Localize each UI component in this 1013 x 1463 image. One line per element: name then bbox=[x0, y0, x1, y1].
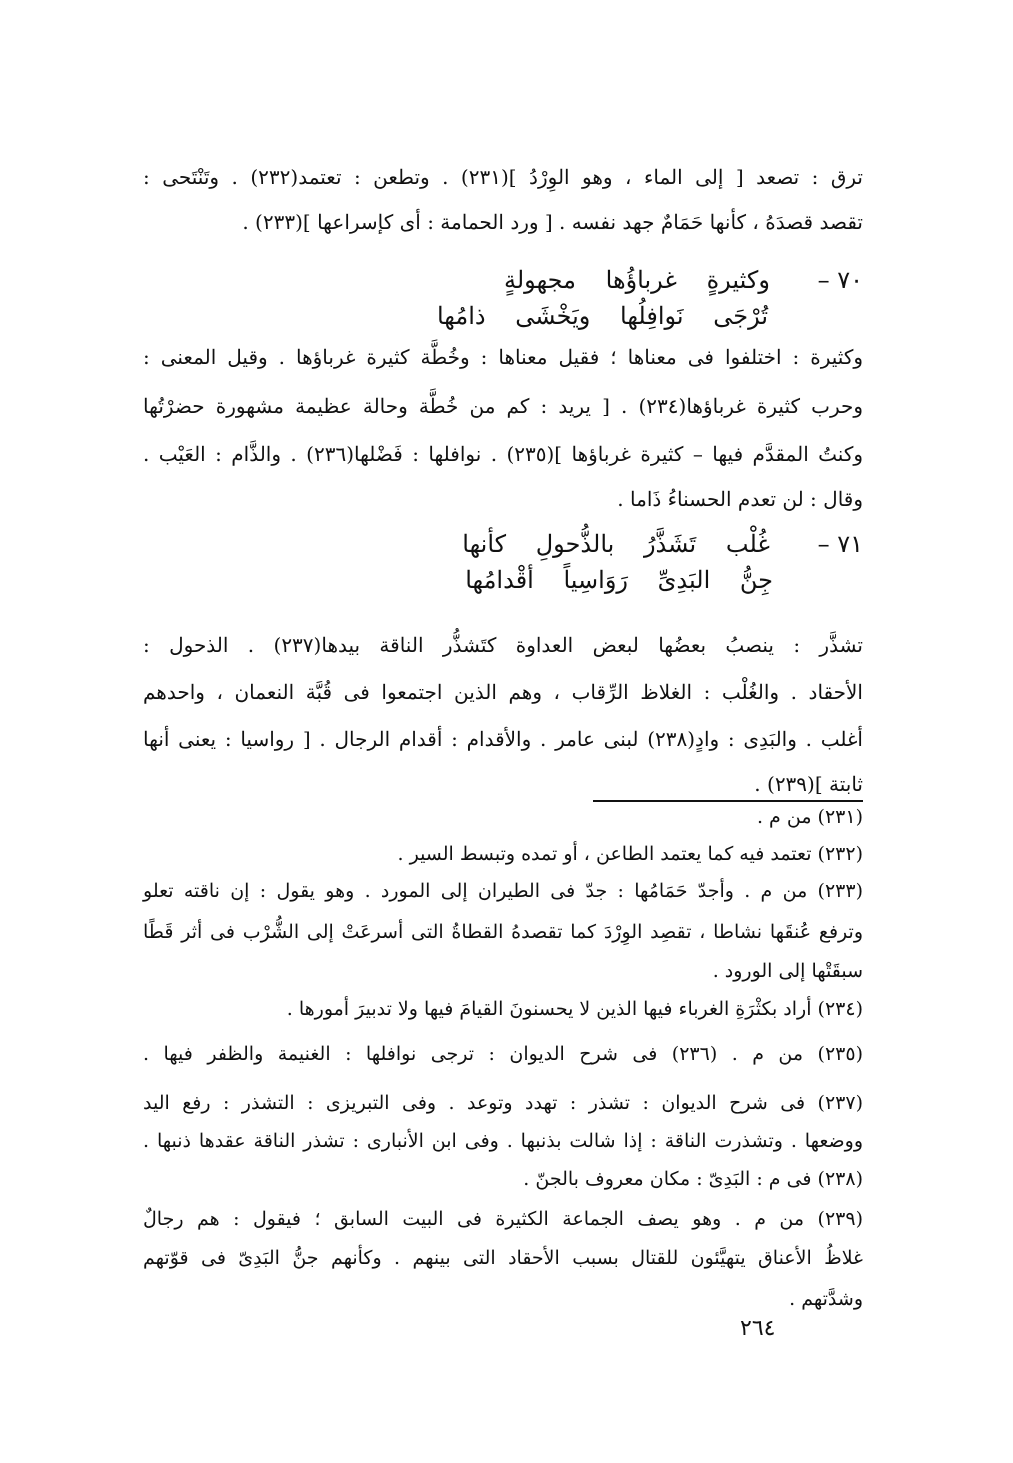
footnote-233-line: وترفع عُنقَها نشاطا ، تقصِد الوِرْدَ كما تقصدهُ القطاةُ التى أسرعَتْ إلى الشُّرْب فى أثر قَطًا bbox=[143, 921, 863, 943]
commentary-line: تقصد قصدَهُ ، كأنها حَمَامٌ جهد نفسه . [ ورد الحمامة : أى كإسراعها ](٢٣٣) . bbox=[242, 210, 863, 234]
commentary-line: وكثيرة : اختلفوا فى معناها ؛ فقيل معناها : وخُطَّة كثيرة غرباؤها . وقيل المعنى : bbox=[143, 345, 863, 369]
verse-word: أقْدامُها bbox=[465, 566, 534, 594]
commentary-line: ثابتة ](٢٣٩) . bbox=[754, 772, 863, 796]
footnote-233-line: سبقَتْها إلى الورود . bbox=[712, 960, 863, 982]
verse-word: تُرْجَى bbox=[713, 302, 768, 330]
verse-word: جِنُّ bbox=[739, 566, 773, 594]
verse-word: وكثيرةٍ bbox=[706, 266, 770, 294]
verse-word: ويَخْشَى bbox=[515, 302, 591, 330]
commentary-line: تشذَّر : ينصبُ بعضُها لبعض العداوة كتَشذُّر الناقة بيدها(٢٣٧) . الذحول : bbox=[143, 633, 863, 657]
footnote-233: (٢٣٣) من م . وأجدّ حَمَامُها : جدّ فى الطيران إلى المورد . وهو يقول : إن ناقته تعلو bbox=[143, 880, 863, 902]
verse-word: رَوَاسِياً bbox=[563, 566, 628, 594]
footnote-235-236: (٢٣٥) من م . (٢٣٦) فى شرح الديوان : ترجى نوافلها : الغنيمة والظفر فيها . bbox=[143, 1043, 863, 1065]
verse-70-second-hemistich bbox=[415, 302, 768, 330]
verse-word: غرباؤُها bbox=[605, 266, 677, 294]
commentary-line: الأحقاد . والغُلْب : الغلاظ الرِّقاب ، وهم الذين اجتمعوا فى قُبَّة النعمان ، واحدهم bbox=[143, 680, 863, 704]
verse-number: ٧٠ – bbox=[817, 266, 863, 294]
verse-word: كأنها bbox=[462, 530, 507, 558]
commentary-line: ترق : تصعد [ إلى الماء ، وهو الوِرْدُ ](٢٣١) . وتطعن : تعتمد(٢٣٢) . وتَنْتَحى : bbox=[143, 165, 863, 189]
commentary-line: وحرب كثيرة غرباؤها(٢٣٤) . [ يريد : كم من خُطَّة وحالة عظيمة مشهورة حضرْتُها bbox=[143, 394, 863, 418]
verse-word: نَوافِلُها bbox=[620, 302, 684, 330]
footnote-separator bbox=[593, 800, 863, 802]
footnote-237: (٢٣٧) فى شرح الديوان : تشذر : تهدد وتوعد . وفى التبريزى : التشذر : رفع اليد bbox=[143, 1092, 863, 1114]
verse-71-first-hemistich bbox=[440, 530, 863, 558]
footnote-239: (٢٣٩) من م . وهو يصف الجماعة الكثيرة فى البيت السابق ؛ فيقول : هم رجالٌ bbox=[143, 1208, 863, 1230]
commentary-line: وكنتُ المقدَّم فيها – كثيرة غرباؤها ](٢٣٥) . نوافلها : فَضْلها(٢٣٦) . والذَّام : العَيْب . bbox=[143, 442, 864, 466]
commentary-line: وقال : لن تعدم الحسناءُ ذَاما . bbox=[617, 487, 863, 511]
footnote-239-line: غلاظُ الأعناق يتهيَّئون للقتال بسبب الأحقاد التى بينهم . وكأنهم جنُّ البَدِىّ فى قوّتهم bbox=[143, 1247, 863, 1269]
footnote-239-line: وشدَّتهم . bbox=[789, 1288, 863, 1310]
page-number: ٢٦٤ bbox=[740, 1316, 776, 1341]
footnote-232: (٢٣٢) تعتمد فيه كما يعتمد الطاعن ، أو تمده وتبسط السير . bbox=[397, 843, 863, 865]
verse-word: بالذُّحولِ bbox=[535, 530, 615, 558]
verse-70-first-hemistich bbox=[482, 266, 863, 294]
verse-number: ٧١ – bbox=[817, 530, 863, 558]
verse-word: ذامُها bbox=[436, 302, 486, 330]
footnote-234: (٢٣٤) أراد بكثْرَةِ الغرباء فيها الذين لا يحسنونَ القيامَ فيها ولا تدبيرَ أمورها . bbox=[286, 998, 863, 1020]
footnote-237-line: ووضعها . وتشذرت الناقة : إذا شالت بذنبها . وفى ابن الأنبارى : تشذر الناقة عقدها ذنبها . bbox=[143, 1130, 863, 1152]
commentary-line: أغلب . والبَدِى : وادٍ(٢٣٨) لبنى عامر . والأقدام : أقدام الرجال . [ رواسيا : يعنى أنها bbox=[143, 727, 863, 751]
footnote-231: (٢٣١) من م . bbox=[756, 806, 863, 828]
verse-word: البَدِىِّ bbox=[657, 566, 711, 594]
verse-71-second-hemistich bbox=[443, 566, 773, 594]
footnote-238: (٢٣٨) فى م : البَدِىّ : مكان معروف بالجنّ . bbox=[523, 1168, 863, 1190]
verse-word: غُلْب bbox=[725, 530, 770, 558]
verse-word: مجهولةٍ bbox=[503, 266, 576, 294]
verse-word: تَشَذَّرُ bbox=[643, 530, 697, 558]
